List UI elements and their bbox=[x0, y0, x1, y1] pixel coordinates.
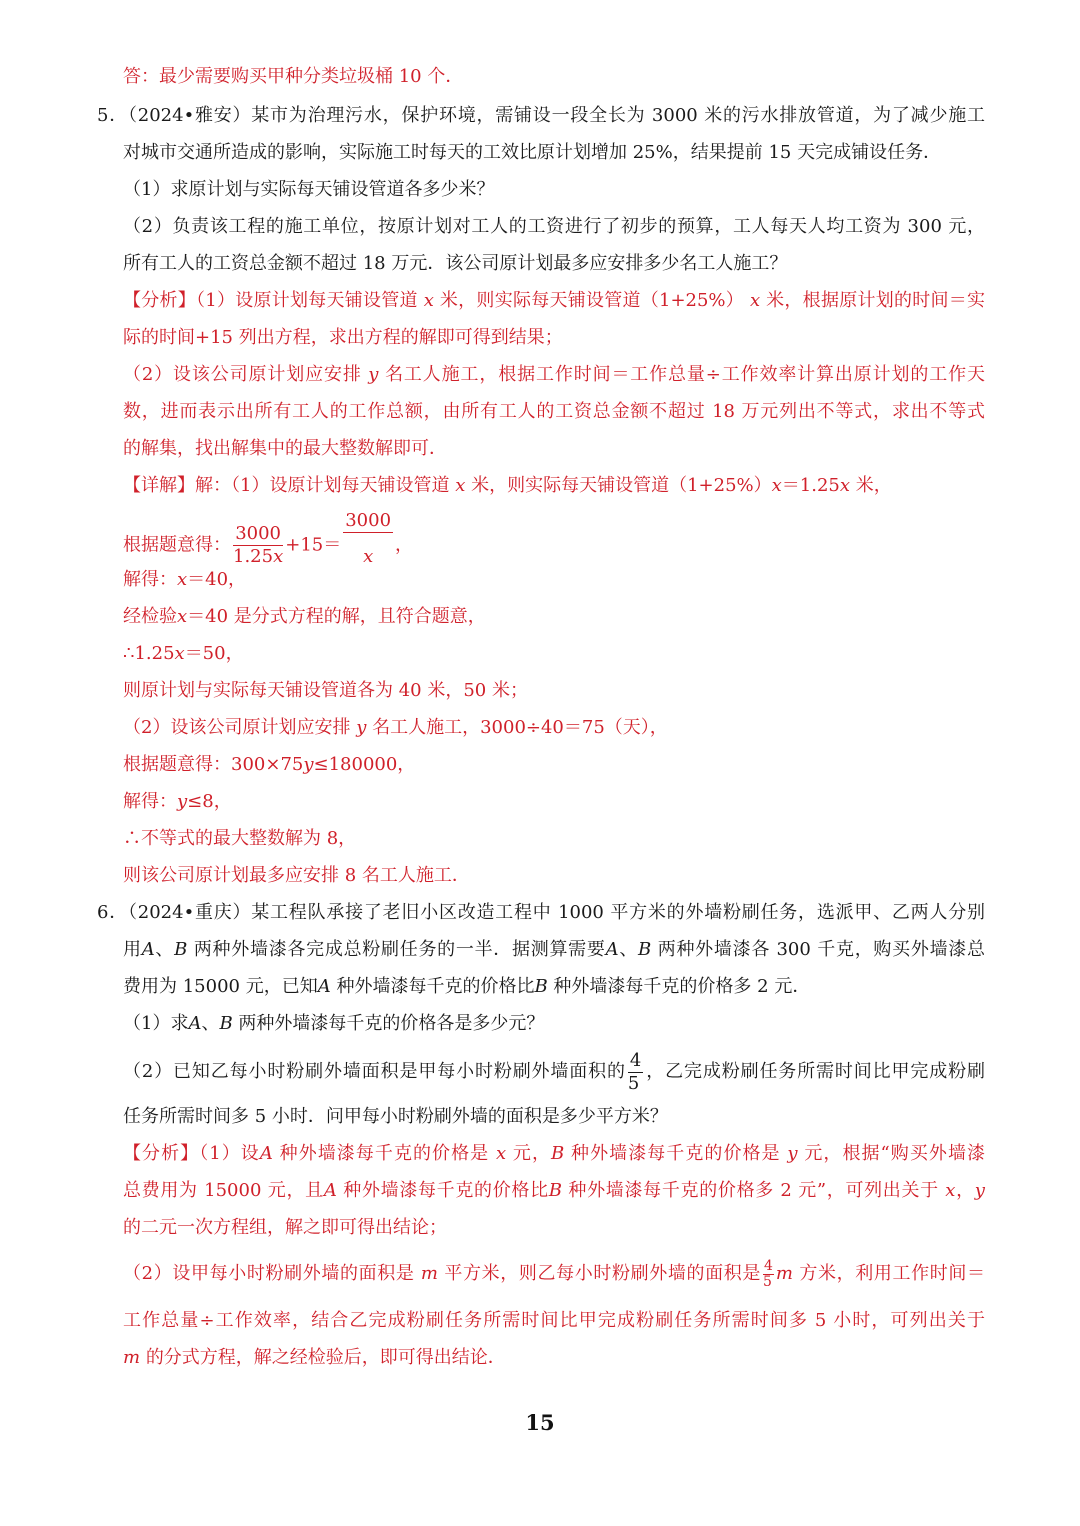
problem-5-equation: 根据题意得： $\frac{3000}{1.25x}$ +15＝ $\frac{3000}{x}$ ， bbox=[123, 510, 985, 558]
problem-6-analysis-line-6: m 的分式方程，解之经检验后，即可得出结论． bbox=[123, 1347, 506, 1368]
page-number: 15 bbox=[525, 1410, 555, 1435]
problem-6-part-1: （1）求A、B 两种外墙漆每千克的价格各是多少元？ bbox=[123, 1013, 545, 1034]
problem-5-analysis-line-5: 的解集，找出解集中的最大整数解即可． bbox=[123, 438, 447, 459]
problem-5-solution-line-11: 则该公司原计划最多应安排 8 名工人施工． bbox=[123, 865, 470, 886]
problem-5-solution-line-10: ∴不等式的最大整数解为 8， bbox=[123, 828, 357, 849]
problem-5-part-1: （1）求原计划与实际每天铺设管道各多少米？ bbox=[123, 179, 495, 200]
problem-5-solution-line-8: 根据题意得：300×75y≤180000， bbox=[123, 754, 416, 775]
problem-6-analysis-line-3: 的二元一次方程组，解之即可得出结论； bbox=[123, 1217, 447, 1238]
fraction-4-over-5: $\frac{4}{5}$ bbox=[763, 1257, 773, 1290]
problem-5-solution-line-6: 则原计划与实际每天铺设管道各为 40 米，50 米； bbox=[123, 680, 528, 701]
problem-6-analysis-line-4: （2）设甲每小时粉刷外墙的面积是 m 平方米，则乙每小时粉刷外墙的面积是 $\frac{4}{5}$ m 方米，利用工作时间＝ bbox=[123, 1257, 986, 1290]
problem-5-solution-line-4: 经检验x＝40 是分式方程的解，且符合题意， bbox=[123, 606, 486, 627]
fraction-3000-over-x: $\frac{3000}{x}$ bbox=[345, 510, 392, 567]
problem-6-stem-line-3: 费用为 15000 元，已知A 种外墙漆每千克的价格比B 种外墙漆每千克的价格多 2 元． bbox=[123, 976, 811, 997]
problem-6-part-2-line-1: （2）已知乙每小时粉刷外墙面积是甲每小时粉刷外墙面积的 $\frac{4}{5}$ ，乙完成粉刷任务所需时间比甲完成粉刷 bbox=[123, 1049, 985, 1094]
answer-line: 答：最少需要购买甲种分类垃圾桶 10 个． bbox=[123, 66, 464, 87]
problem-5-analysis-line-3: （2）设该公司原计划应安排 y 名工人施工，根据工作时间＝工作总量÷工作效率计算出原计划的工作天 bbox=[123, 364, 985, 385]
problem-6-analysis-line-5: 工作总量÷工作效率，结合乙完成粉刷任务所需时间比甲完成粉刷任务所需时间多 5 小时，可列出关于 bbox=[123, 1310, 985, 1331]
problem-5-analysis-line-1: 【分析】（1）设原计划每天铺设管道 x 米，则实际每天铺设管道（1+25%） x 米，根据原计划的时间＝实 bbox=[123, 290, 985, 311]
problem-5-solution-line-9: 解得：y≤8， bbox=[123, 791, 232, 812]
problem-6-stem-line-2: 用A、B 两种外墙漆各完成总粉刷任务的一半．据测算需要A、B 两种外墙漆各 300 千克，购买外墙漆总 bbox=[123, 939, 985, 960]
problem-6-part-2-line-2: 任务所需时间多 5 小时．问甲每小时粉刷外墙的面积是多少平方米？ bbox=[123, 1106, 668, 1127]
problem-6-analysis-line-1: 【分析】（1）设A 种外墙漆每千克的价格是 x 元，B 种外墙漆每千克的价格是 y 元，根据“购买外墙漆 bbox=[123, 1143, 986, 1164]
problem-5-solution-line-7: （2）设该公司原计划应安排 y 名工人施工，3000÷40＝75（天）， bbox=[123, 717, 668, 738]
fraction-3000-over-1.25x: $\frac{3000}{1.25x}$ bbox=[233, 523, 284, 567]
problem-5-solution-line-5: ∴1.25x＝50， bbox=[123, 643, 244, 664]
problem-5-stem-line-2: 对城市交通所造成的影响，实际施工时每天的工效比原计划增加 25%，结果提前 15 天完成铺设任务． bbox=[123, 142, 942, 163]
problem-5-analysis-line-2: 际的时间+15 列出方程，求出方程的解即可得到结果； bbox=[123, 327, 563, 348]
problem-5-part-2-line-1: （2）负责该工程的施工单位，按原计划对工人的工资进行了初步的预算，工人每天人均工资为 300 元， bbox=[123, 216, 985, 237]
fraction-4-over-5: $\frac{4}{5}$ bbox=[627, 1049, 642, 1094]
problem-5-analysis-line-4: 数，进而表示出所有工人的工作总额，由所有工人的工资总金额不超过 18 万元列出不等式，求出不等式 bbox=[123, 401, 985, 422]
problem-6-stem-line-1: 6．（2024•重庆）某工程队承接了老旧小区改造工程中 1000 平方米的外墙粉刷任务，选派甲、乙两人分别 bbox=[97, 902, 985, 923]
problem-5-part-2-line-2: 所有工人的工资总金额不超过 18 万元．该公司原计划最多应安排多少名工人施工？ bbox=[123, 253, 788, 274]
problem-6-analysis-line-2: 总费用为 15000 元，且A 种外墙漆每千克的价格比B 种外墙漆每千克的价格多 2 元”，可列出关于 x，y bbox=[123, 1180, 985, 1201]
problem-5-solution-line-3: 解得：x＝40， bbox=[123, 569, 247, 590]
problem-5-stem-line-1: 5．（2024•雅安）某市为治理污水，保护环境，需铺设一段全长为 3000 米的污水排放管道，为了减少施工 bbox=[97, 105, 985, 126]
problem-5-solution-line-1: 【详解】解：（1）设原计划每天铺设管道 x 米，则实际每天铺设管道（1+25%）x＝1.25x 米， bbox=[123, 475, 892, 496]
